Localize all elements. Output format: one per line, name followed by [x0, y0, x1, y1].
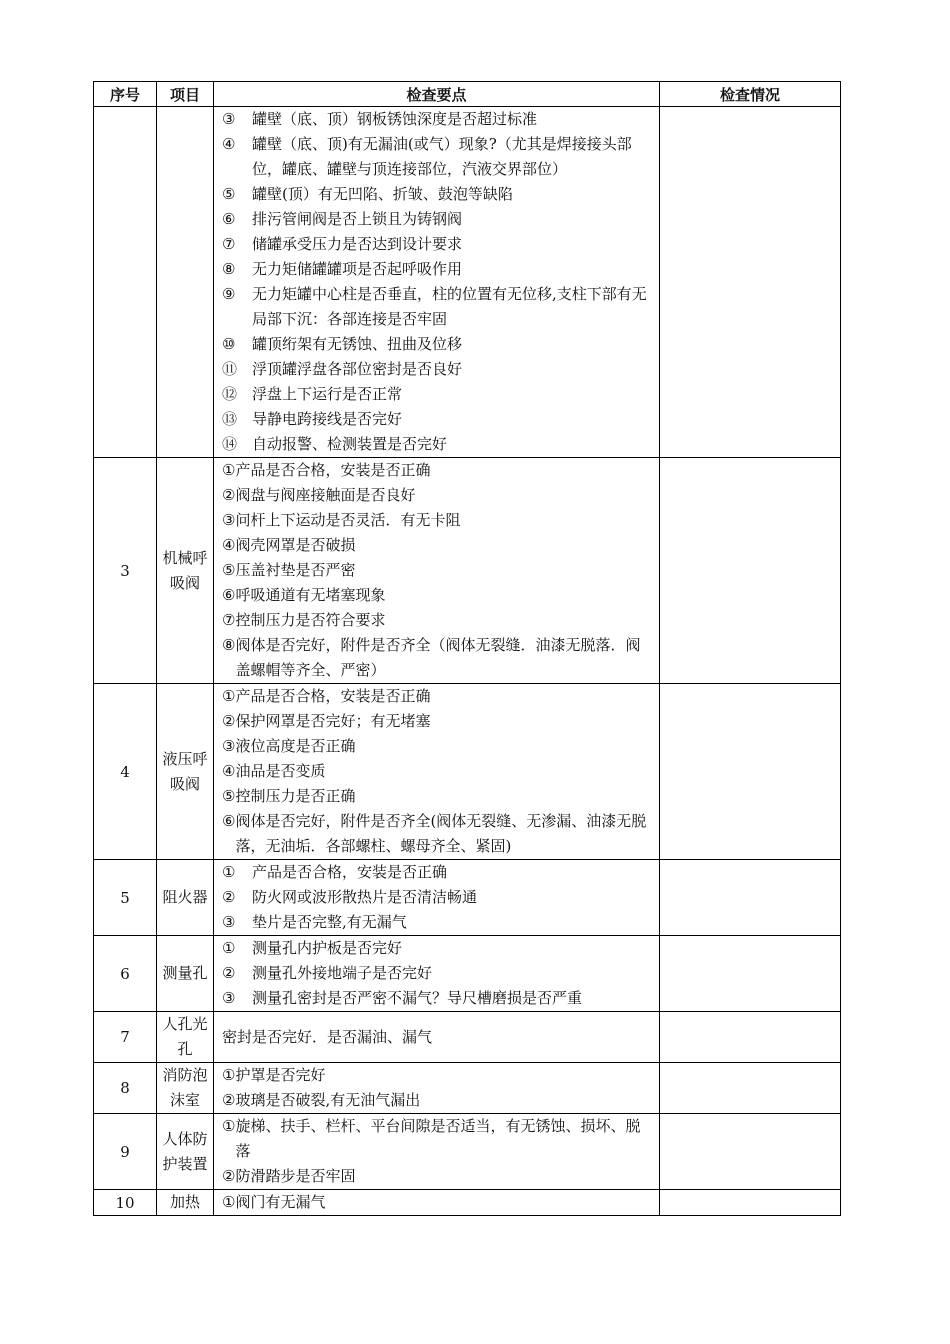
check-point-number: ① — [222, 1117, 236, 1135]
check-point — [222, 483, 653, 508]
check-point — [222, 608, 653, 633]
check-point-text: 测量孔外接地端子是否完好 — [252, 964, 433, 982]
header-row — [94, 82, 841, 107]
check-point-number: ② — [222, 964, 236, 982]
row-status — [660, 684, 841, 860]
check-point-text: 罐顶绗架有无锈蚀、扭曲及位移 — [252, 335, 463, 353]
check-point-number: ② — [222, 712, 236, 730]
check-point — [222, 759, 653, 784]
check-point-number: ⑤ — [222, 787, 236, 805]
check-point-number: ⑦ — [222, 611, 236, 629]
check-point-number: ⑦ — [222, 235, 236, 253]
row-number: 4 — [94, 684, 157, 860]
check-point — [222, 182, 653, 207]
check-point — [222, 936, 653, 961]
check-point — [222, 407, 653, 432]
check-point-text: 阀盘与阀座接触面是否良好 — [235, 486, 416, 504]
row-number: 9 — [94, 1114, 157, 1190]
check-point-number: ⑤ — [222, 561, 236, 579]
check-point-number: ⑥ — [222, 586, 236, 604]
check-point-text: 垫片是否完整,有无漏气 — [252, 913, 407, 931]
check-point-number: ⑬ — [222, 410, 238, 428]
check-point-text: 储罐承受压力是否达到设计要求 — [252, 235, 463, 253]
check-point-number: ① — [222, 1066, 236, 1084]
check-point — [222, 885, 653, 910]
row-check-points — [214, 1012, 660, 1063]
check-point — [222, 684, 653, 709]
check-point — [222, 1164, 653, 1189]
check-point-text: 玻璃是否破裂,有无油气漏出 — [235, 1091, 421, 1109]
check-point-number: ② — [222, 486, 236, 504]
row-item: 人体防护装置 — [157, 1114, 214, 1190]
check-point-number: ① — [222, 863, 236, 881]
row-check-points — [214, 936, 660, 1012]
row-item — [157, 107, 214, 458]
check-point-text: 液位高度是否正确 — [235, 737, 356, 755]
check-point — [222, 986, 653, 1011]
check-point — [222, 910, 653, 935]
check-point-text: 防火网或波形散热片是否清洁畅通 — [252, 888, 478, 906]
row-check-points — [214, 1114, 660, 1190]
check-point-number: ⑨ — [222, 285, 236, 303]
check-point — [222, 1190, 653, 1215]
check-point-text: 护罩是否完好 — [235, 1066, 326, 1084]
check-point-text: 浮顶罐浮盘各部位密封是否良好 — [252, 360, 463, 378]
row-status — [660, 1114, 841, 1190]
row-number: 6 — [94, 936, 157, 1012]
row-status — [660, 458, 841, 684]
check-point-text: 防滑踏步是否牢固 — [235, 1167, 356, 1185]
check-point-text: 罐壁（底、顶）钢板锈蚀深度是否超过标准 — [252, 110, 538, 128]
check-point-number: ⑥ — [222, 812, 236, 830]
check-point — [222, 432, 653, 457]
row-item: 机械呼吸阀 — [157, 458, 214, 684]
row-item: 消防泡沫室 — [157, 1063, 214, 1114]
row-item: 测量孔 — [157, 936, 214, 1012]
check-point-number: ③ — [222, 913, 236, 931]
check-point-text: 无力矩储罐罐项是否起呼吸作用 — [252, 260, 463, 278]
check-point — [222, 232, 653, 257]
check-point — [222, 809, 653, 859]
table-row — [94, 860, 841, 936]
row-status — [660, 1012, 841, 1063]
check-point-text: 浮盘上下运行是否正常 — [252, 385, 403, 403]
check-point-number: ① — [222, 939, 236, 957]
check-point-text: 测量孔内护板是否完好 — [252, 939, 403, 957]
check-point — [222, 458, 653, 483]
check-point-number: ② — [222, 888, 236, 906]
check-point-number: ③ — [222, 110, 236, 128]
check-point-number: ④ — [222, 762, 236, 780]
table-row — [94, 1063, 841, 1114]
check-point — [222, 332, 653, 357]
check-point-number: ③ — [222, 737, 236, 755]
check-point-text: 测量孔密封是否严密不漏气？导尺槽磨损是否严重 — [252, 989, 583, 1007]
table-row — [94, 1190, 841, 1216]
row-number: 5 — [94, 860, 157, 936]
check-point — [222, 282, 653, 332]
check-point-number: ② — [222, 1091, 236, 1109]
check-point-text: 控制压力是否正确 — [235, 787, 356, 805]
check-point — [222, 633, 653, 683]
check-point-number: ⑫ — [222, 385, 238, 403]
check-point-text: 阀壳网罩是否破损 — [235, 536, 356, 554]
check-point-number: ⑪ — [222, 360, 238, 378]
check-point-number: ⑤ — [222, 185, 236, 203]
header-status: 检查情况 — [660, 82, 841, 107]
check-point — [222, 734, 653, 759]
check-point — [222, 860, 653, 885]
check-point-number: ⑥ — [222, 210, 236, 228]
table-row — [94, 458, 841, 684]
check-point — [222, 508, 653, 533]
row-check-points — [214, 107, 660, 458]
check-point-text: 导静电跨接线是否完好 — [252, 410, 403, 428]
check-point-text: 阀体是否完好，附件是否齐全（阀体无裂缝．油漆无脱落．阀盖螺帽等齐全、严密） — [235, 636, 641, 679]
row-item: 加热 — [157, 1190, 214, 1216]
check-point — [222, 1025, 653, 1050]
table-row — [94, 1114, 841, 1190]
row-item: 阻火器 — [157, 860, 214, 936]
row-status — [660, 107, 841, 458]
row-number — [94, 107, 157, 458]
check-point-text: 罐壁(顶）有无凹陷、折皱、鼓泡等缺陷 — [252, 185, 513, 203]
check-point-number: ④ — [222, 135, 236, 153]
check-point — [222, 132, 653, 182]
check-point — [222, 1114, 653, 1164]
check-point-number: ① — [222, 1193, 236, 1211]
header-item: 项目 — [157, 82, 214, 107]
check-point — [222, 1088, 653, 1113]
check-point-number: ④ — [222, 536, 236, 554]
check-point-text: 产品是否合格，安装是否正确 — [235, 687, 431, 705]
check-point — [222, 207, 653, 232]
table-row — [94, 107, 841, 458]
check-point-number: ① — [222, 687, 236, 705]
check-point-number: ⑧ — [222, 260, 236, 278]
check-point-text: 呼吸通道有无堵塞现象 — [235, 586, 386, 604]
check-point-number: ⑧ — [222, 636, 236, 654]
check-point — [222, 533, 653, 558]
check-point-number: ② — [222, 1167, 236, 1185]
check-point-text: 油品是否变质 — [235, 762, 326, 780]
check-point-text: 排污管闸阀是否上锁且为铸钢阀 — [252, 210, 463, 228]
check-point-text: 产品是否合格，安装是否正确 — [252, 863, 448, 881]
row-status — [660, 1190, 841, 1216]
check-point-text: 自动报警、检测装置是否完好 — [252, 435, 448, 453]
row-number: 10 — [94, 1190, 157, 1216]
row-item: 人孔光孔 — [157, 1012, 214, 1063]
row-status — [660, 860, 841, 936]
check-point-text: 阀门有无漏气 — [235, 1193, 326, 1211]
row-status — [660, 1063, 841, 1114]
check-point — [222, 709, 653, 734]
check-point — [222, 257, 653, 282]
row-check-points — [214, 860, 660, 936]
check-point-text: 产品是否合格，安装是否正确 — [235, 461, 431, 479]
row-number: 7 — [94, 1012, 157, 1063]
inspection-table — [93, 81, 841, 1216]
table-row — [94, 684, 841, 860]
check-point — [222, 961, 653, 986]
check-point — [222, 784, 653, 809]
check-point-number: ⑭ — [222, 435, 238, 453]
check-point-text: 罐壁（底、顶)有无漏油(或气）现象?（尤其是焊接接头部位，罐底、罐壁与顶连接部位，汽液交界部位） — [252, 135, 632, 178]
check-point-number: ① — [222, 461, 236, 479]
check-point-text: 保护网罩是否完好；有无堵塞 — [235, 712, 431, 730]
check-point-text: 压盖衬垫是否严密 — [235, 561, 356, 579]
row-number: 3 — [94, 458, 157, 684]
row-number: 8 — [94, 1063, 157, 1114]
row-check-points — [214, 1190, 660, 1216]
row-item: 液压呼吸阀 — [157, 684, 214, 860]
check-point-text: 旋梯、扶手、栏杆、平台间隙是否适当，有无锈蚀、损坏、脱落 — [235, 1117, 641, 1160]
row-check-points — [214, 684, 660, 860]
check-point — [222, 107, 653, 132]
check-point-number: ③ — [222, 989, 236, 1007]
check-point — [222, 583, 653, 608]
check-point-text: 无力矩罐中心柱是否垂直，柱的位置有无位移,支柱下部有无局部下沉：各部连接是否牢固 — [252, 285, 647, 328]
table-row — [94, 1012, 841, 1063]
check-point-text: 阀体是否完好，附件是否齐全(阀体无裂缝、无渗漏、油漆无脱落，无油垢．各部螺柱、螺母齐全、紧固) — [235, 812, 647, 855]
check-point-text: 密封是否完好．是否漏油、漏气 — [222, 1027, 433, 1046]
check-point-text: 问杆上下运动是否灵活．有无卡阻 — [235, 511, 461, 529]
check-point — [222, 382, 653, 407]
check-point-number: ③ — [222, 511, 236, 529]
table-row — [94, 936, 841, 1012]
check-point-number: ⑩ — [222, 335, 236, 353]
row-status — [660, 936, 841, 1012]
header-no: 序号 — [94, 82, 157, 107]
check-point-text: 控制压力是否符合要求 — [235, 611, 386, 629]
row-check-points — [214, 458, 660, 684]
check-point — [222, 1063, 653, 1088]
check-point — [222, 357, 653, 382]
check-point — [222, 558, 653, 583]
header-points: 检查要点 — [214, 82, 660, 107]
row-check-points — [214, 1063, 660, 1114]
